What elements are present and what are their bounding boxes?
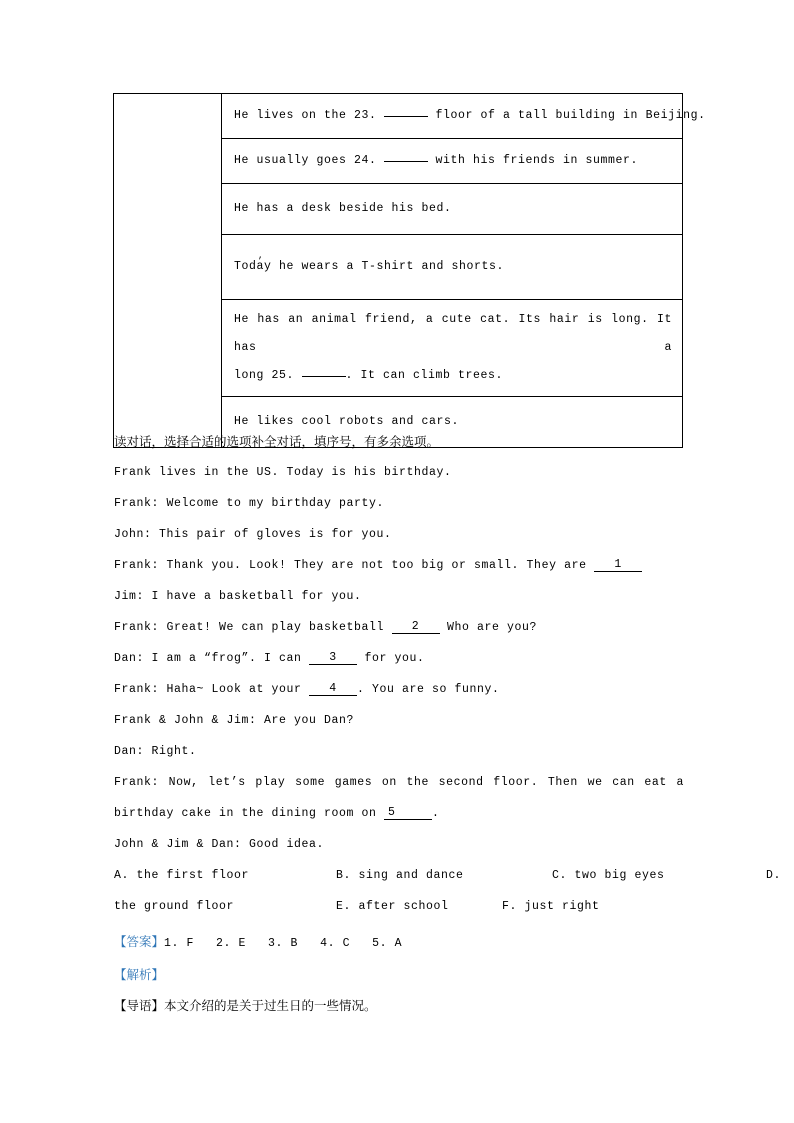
dialogue-frank-games-line2	[114, 798, 684, 829]
table-label-column	[114, 94, 222, 448]
options-line-2	[114, 891, 684, 922]
table-cell-floor-prefix: He lives on the 23.	[234, 109, 385, 122]
table-blank-25[interactable]	[302, 363, 346, 377]
dialogue-frank-haha-prefix: Frank: Haha~ Look at your	[114, 683, 310, 696]
answer-item-1: 1. F	[164, 937, 195, 950]
table-cell-cat-suffix: . It can climb trees.	[345, 369, 504, 382]
guide-tag: 【导语】	[114, 998, 165, 1013]
dialogue-blank-5[interactable]: 5	[384, 806, 432, 820]
dialogue-all-good-idea: John & Jim & Dan: Good idea.	[114, 838, 325, 851]
dialogue-dan-right: Dan: Right.	[114, 745, 197, 758]
dialogue-frank-haha	[114, 674, 684, 705]
table-cell-summer-line	[234, 147, 672, 175]
dialogue-frank-thanks	[114, 550, 684, 581]
dialogue-frank-games-prefix: birthday cake in the dining room on	[114, 807, 385, 820]
dialogue-frank-great-prefix: Frank: Great! We can play basketball	[114, 621, 392, 634]
guide-line	[114, 990, 714, 1021]
dialogue-dan-frog-prefix: Dan: I am a “frog”. I can	[114, 652, 310, 665]
dialogue-john-gloves: John: This pair of gloves is for you.	[114, 528, 392, 541]
dialogue-frank-games-suffix: .	[432, 807, 440, 820]
dialogue-frank-haha-suffix: . You are so funny.	[357, 683, 500, 696]
table-cell-floor	[222, 94, 706, 139]
guide-text: 本文介绍的是关于过生日的一些情况。	[164, 998, 377, 1013]
table-cell-today-line: Today he wears a T-shirt and shorts.	[234, 260, 505, 273]
dialogue-dan-frog-suffix: for you.	[357, 652, 425, 665]
option-d-text[interactable]: the ground floor	[114, 900, 235, 913]
option-a[interactable]: A. the first floor	[114, 869, 250, 882]
dialogue-blank-3[interactable]: 3	[309, 651, 357, 665]
option-d-marker[interactable]: D.	[766, 869, 782, 882]
answer-item-4: 4. C	[320, 937, 351, 950]
dialogue-blank-1[interactable]: 1	[594, 558, 642, 572]
table-cell-summer	[222, 139, 683, 184]
answer-item-5: 5. A	[372, 937, 403, 950]
table-cell-cat	[222, 300, 683, 397]
option-c[interactable]: C. two big eyes	[552, 869, 665, 882]
table-cell-cat-prefix: long 25.	[234, 369, 302, 382]
option-b[interactable]: B. sing and dance	[336, 869, 464, 882]
table-cell-desk-line: He has a desk beside his bed.	[234, 202, 452, 215]
dialogue-blank-4[interactable]: 4	[309, 682, 357, 696]
dialogue-frank-great	[114, 612, 684, 643]
table-cell-today	[222, 235, 683, 300]
dialogue-blank-2[interactable]: 2	[392, 620, 440, 634]
dialogue-intro: Frank lives in the US. Today is his birthday.	[114, 466, 452, 479]
dialogue-frank-thanks-prefix: Frank: Thank you. Look! They are not too big or small. They are	[114, 559, 595, 572]
table-cell-floor-suffix: floor of a tall building in Beijing.	[428, 109, 706, 122]
dialogue-frank-games-line1: Frank: Now, let’s play some games on the second floor. Then we can eat a	[114, 776, 684, 789]
table-cell-robots-line: He likes cool robots and cars.	[234, 415, 460, 428]
answer-analysis-block	[114, 926, 714, 1021]
analysis-line	[114, 959, 714, 990]
table-cell-floor-line	[234, 102, 706, 130]
table-cell-cat-line2	[234, 362, 672, 390]
stray-comma-mark: ,	[258, 251, 264, 261]
answer-line	[114, 926, 714, 959]
dialogue-frank-great-suffix: Who are you?	[439, 621, 538, 634]
options-line-1	[114, 860, 782, 891]
exercise-body	[114, 427, 782, 922]
table-row	[114, 94, 683, 139]
answer-item-3: 3. B	[268, 937, 299, 950]
table-blank-23[interactable]	[384, 103, 428, 117]
analysis-tag: 【解析】	[114, 967, 165, 982]
dialogue-all-are-you-dan: Frank & John & Jim: Are you Dan?	[114, 714, 355, 727]
exercise-instruction: 读对话，选择合适的选项补全对话，填序号，有多余选项。	[114, 434, 440, 449]
dialogue-jim-basketball: Jim: I have a basketball for you.	[114, 590, 362, 603]
description-table	[113, 93, 706, 448]
table-cell-summer-suffix: with his friends in summer.	[428, 154, 639, 167]
option-e[interactable]: E. after school	[336, 900, 449, 913]
option-f[interactable]: F. just right	[502, 900, 600, 913]
answer-tag: 【答案】	[114, 934, 165, 949]
dialogue-frank-welcome: Frank: Welcome to my birthday party.	[114, 497, 385, 510]
table-blank-24[interactable]	[384, 148, 428, 162]
table-cell-desk	[222, 184, 683, 235]
table-cell-cat-line1: He has an animal friend, a cute cat. Its hair is long. It has a	[234, 313, 672, 354]
answer-item-2: 2. E	[216, 937, 247, 950]
dialogue-dan-frog	[114, 643, 684, 674]
table-cell-summer-prefix: He usually goes 24.	[234, 154, 385, 167]
